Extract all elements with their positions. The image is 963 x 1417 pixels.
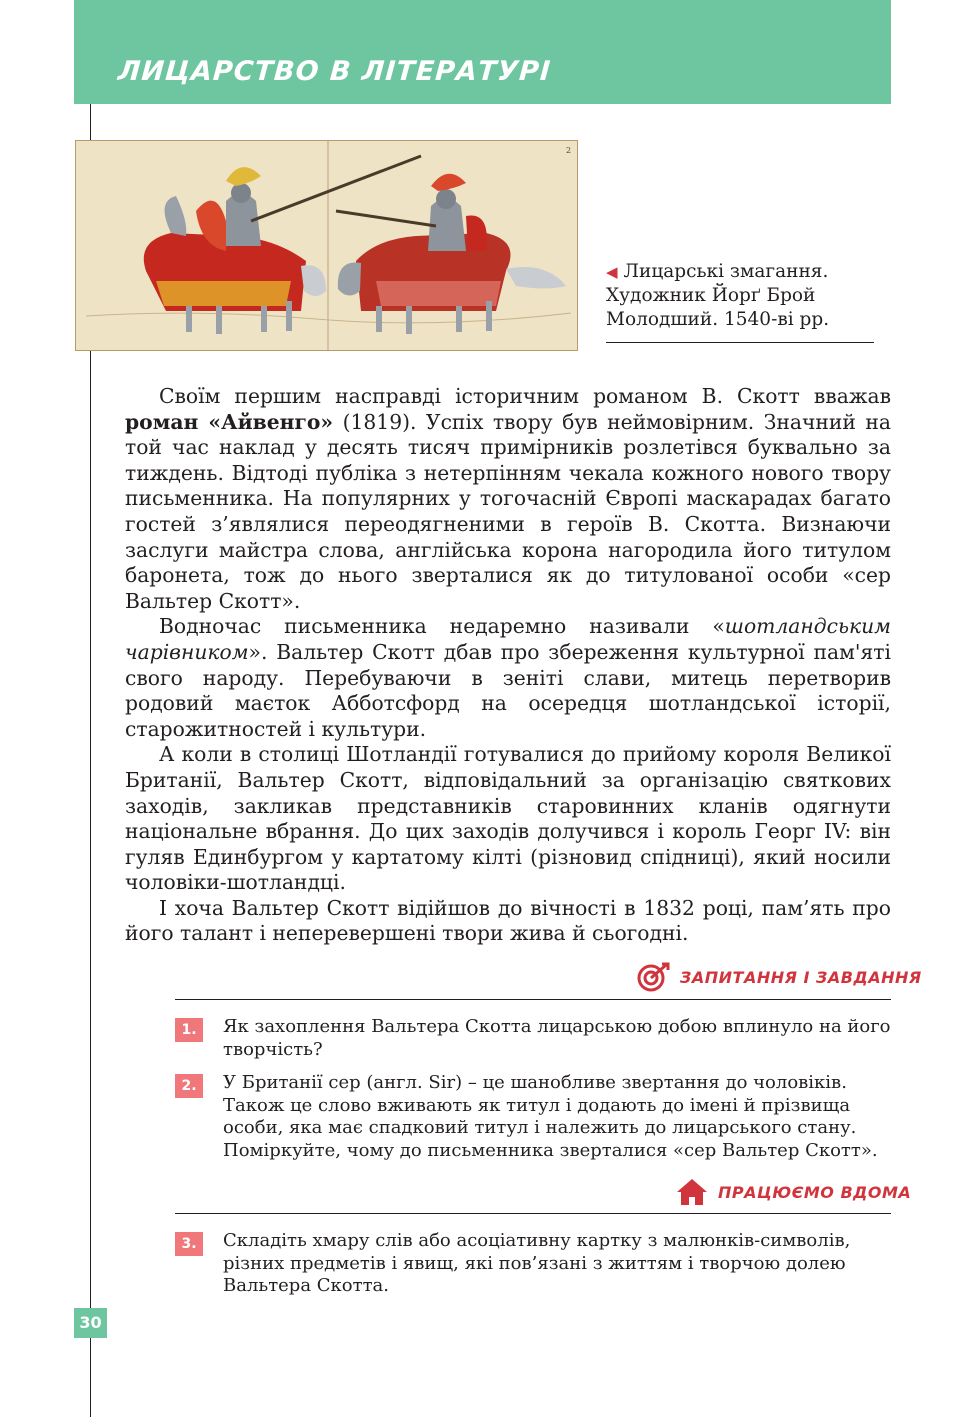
caption-text: Лицарські змагання. Художник Йорґ Брой Молодший. 1540-ві рр. — [606, 261, 830, 330]
caption-divider — [606, 342, 874, 343]
homework-number-badge: 3. — [175, 1232, 203, 1256]
homework-heading — [676, 1178, 911, 1206]
paragraph-4: І хоча Вальтер Скотт відійшов до вічності в 1832 році, пам’ять про його талант і неперевершені твори жива й сьогодні. — [125, 895, 891, 946]
question-text: Як захоплення Вальтера Скотта лицарською добою вплинуло на його творчість? — [223, 1016, 891, 1060]
paragraph-2: Водночас письменника недаремно називали «шотландським чарівником». Вальтер Скотт дбав про збереження культурної пам'яті свого народу. Перебуваючи в зеніті слави, митець перетворив родовий маєток Абботсфорд на осередця шотландської історії, старожитностей і культури. — [125, 614, 891, 741]
paragraph-1: Своїм першим насправді історичним романом В. Скотт вважав роман «Айвенго» (1819). Успіх твору був неймовірним. Значний на той час наклад у десять тисяч примірників розлетівся буквально за тиждень. Відтоді публіка з нетерпінням чекала кожного нового твору письменника. На популярних у тогочасній Європі маскарадах багато гостей з’являлися переодягненими в героїв В. Скотта. Визнаючи заслуги майстра слова, англійська корона нагородила його титулом баронета, тож до нього зверталися як до титулованої особи «сер Вальтер Скотт». — [125, 384, 891, 613]
chapter-header-bar — [74, 0, 891, 104]
question-number-badge: 2. — [175, 1074, 203, 1098]
nickname: шотландським чарівником — [125, 614, 891, 664]
homework-divider — [175, 1213, 891, 1214]
questions-heading-label: ЗАПИТАННЯ І ЗАВДАННЯ — [680, 967, 922, 987]
questions-heading — [636, 962, 922, 992]
page-number: 30 — [74, 1308, 107, 1338]
question-number-badge: 1. — [175, 1018, 203, 1042]
homework-item — [175, 1230, 891, 1298]
question-item — [175, 1016, 891, 1061]
homework-text: Складіть хмару слів або асоціативну картку з малюнків-символів, різних предметів і явищ, які пов’язані з життям і творчою долею Вальтера Скотта. — [223, 1230, 851, 1296]
paragraph-3: А коли в столиці Шотландії готувалися до прийому короля Великої Британії, Вальтер Скотт, відповідальний за організацію святкових заходів, закликав представників старовинних кланів одягнути національне вбрання. До цих заходів долучився і король Георг IV: він гуляв Единбургом у картатому кілті (різновид спідниці), який носили чоловіки-шотландці. — [125, 742, 891, 895]
homework-heading-label: ПРАЦЮЄМО ВДОМА — [718, 1182, 912, 1202]
target-icon — [636, 962, 670, 992]
chapter-title: ЛИЦАРСТВО В ЛІТЕРАТУРІ — [116, 56, 553, 87]
jousting-painting — [75, 140, 578, 351]
question-text: У Британії сер (англ. Sir) – це шанобливе звертання до чоловіків. Також це слово вживають як титул і додають до імені й прізвища особи, яка має спадковий титул і належить до лицарського стану. Поміркуйте, чому до письменника зверталися «сер Вальтер Скотт». — [223, 1072, 878, 1161]
figure-caption — [606, 260, 874, 332]
main-text — [125, 384, 891, 947]
questions-divider — [175, 999, 891, 1000]
home-icon — [676, 1178, 708, 1206]
caption-marker-icon: ◀ — [606, 263, 618, 281]
novel-title: роман «Айвенго» — [125, 409, 334, 434]
svg-text:2: 2 — [566, 146, 572, 155]
question-item — [175, 1072, 891, 1162]
